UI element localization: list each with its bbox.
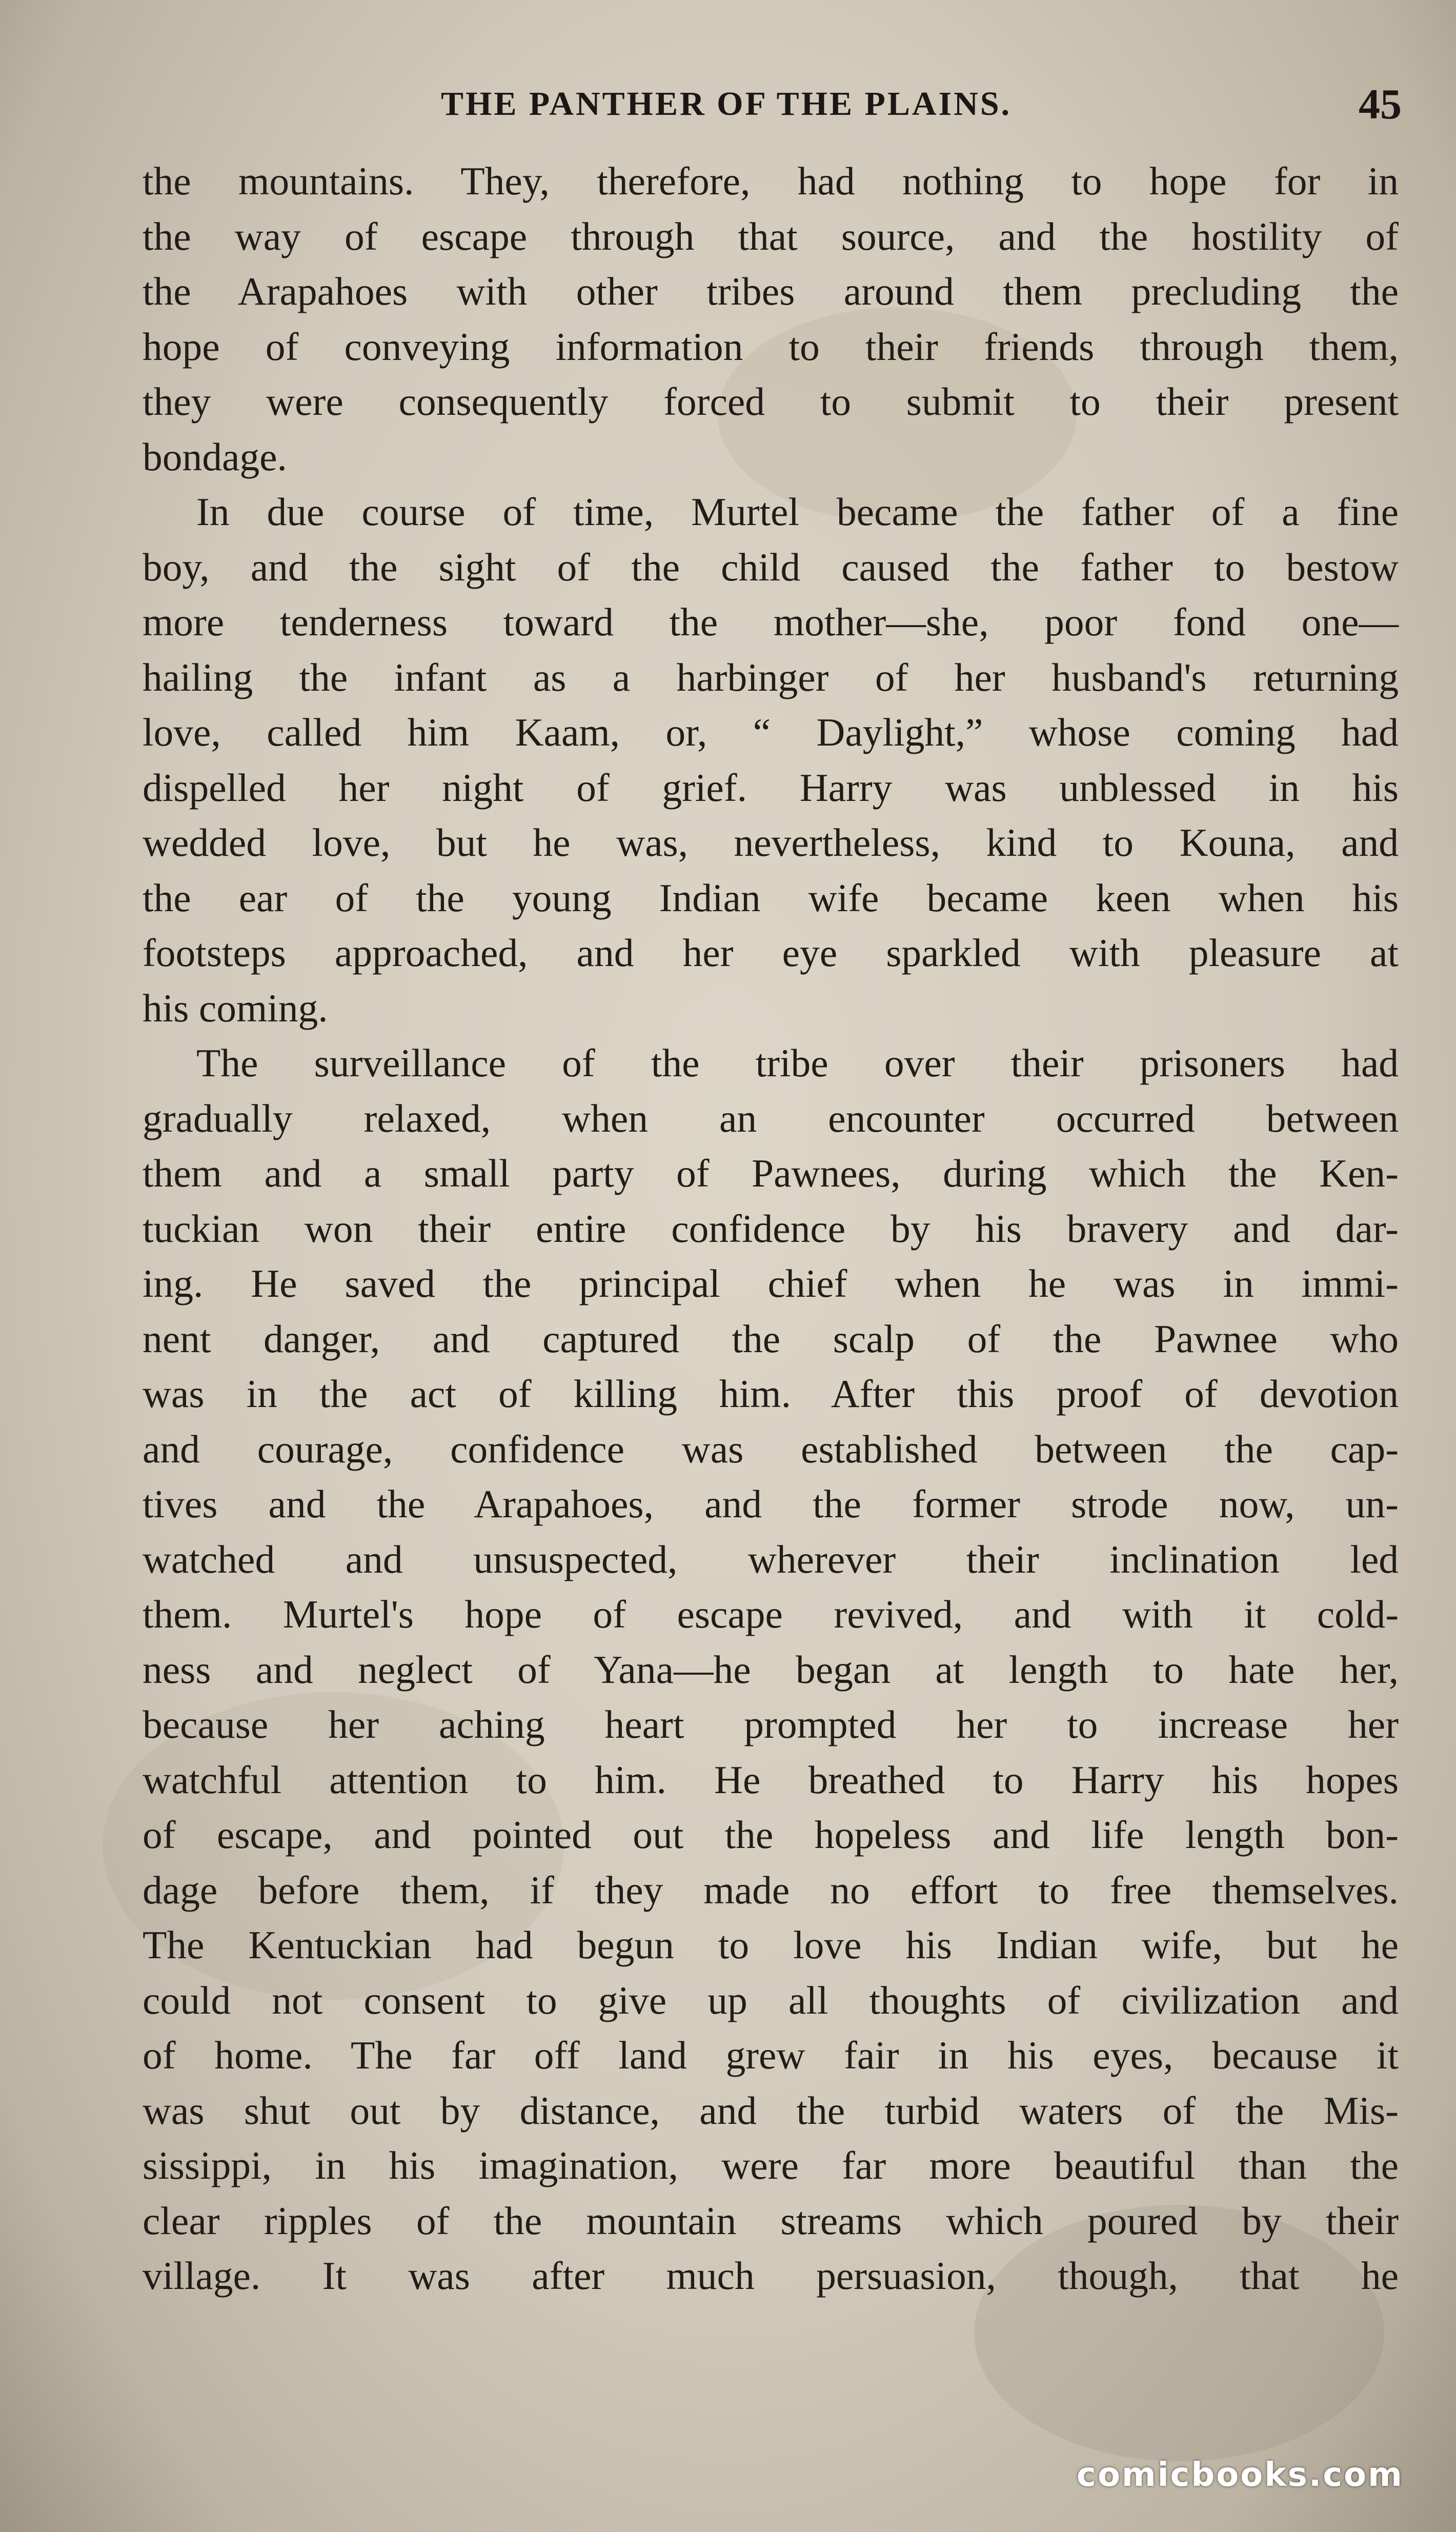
text-line: hailing the infant as a harbinger of her husband's returning <box>143 655 1399 699</box>
text-line: bondage. <box>143 434 287 479</box>
text-line: gradually relaxed, when an encounter occurred between <box>143 1096 1399 1140</box>
text-line: because her aching heart prompted her to increase her <box>143 1702 1399 1746</box>
text-line: love, called him Kaam, or, “ Daylight,” whose coming had <box>143 710 1399 754</box>
text-line: watched and unsuspected, wherever their inclination led <box>143 1537 1399 1581</box>
text-line: was shut out by distance, and the turbid waters of the Mis- <box>143 2088 1399 2133</box>
text-line: could not consent to give up all thoughts of civilization and <box>143 1978 1399 2022</box>
text-line: dage before them, if they made no effort to free themselves. <box>143 1867 1399 1912</box>
text-line: the Arapahoes with other tribes around them precluding the <box>143 269 1399 313</box>
text-line: clear ripples of the mountain streams which poured by their <box>143 2198 1399 2243</box>
text-line: ness and neglect of Yana—he began at length to hate her, <box>143 1647 1399 1692</box>
text-line: wedded love, but he was, nevertheless, kind to Kouna, and <box>143 820 1399 865</box>
text-line: was in the act of killing him. After this proof of devotion <box>143 1372 1399 1416</box>
text-line: dispelled her night of grief. Harry was unblessed in his <box>143 765 1399 810</box>
text-line: boy, and the sight of the child caused the father to bestow <box>143 545 1399 589</box>
text-line: more tenderness toward the mother—she, poor fond one— <box>143 600 1399 644</box>
text-line: footsteps approached, and her eye sparkled with pleasure at <box>143 931 1399 975</box>
text-line: tives and the Arapahoes, and the former strode now, un- <box>143 1482 1399 1526</box>
paragraph-first-line: The surveillance of the tribe over their prisoners had <box>196 1041 1399 1085</box>
text-line: his coming. <box>143 986 328 1030</box>
text-line: and courage, confidence was established between the cap- <box>143 1426 1399 1471</box>
text-line: ing. He saved the principal chief when he was in immi- <box>143 1261 1399 1305</box>
text-line: the ear of the young Indian wife became keen when his <box>143 875 1399 920</box>
text-line: the mountains. They, therefore, had nothing to hope for in <box>143 159 1399 203</box>
page-number: 45 <box>1359 81 1402 128</box>
text-line: The Kentuckian had begun to love his Indian wife, but he <box>143 1923 1399 1967</box>
text-line: of home. The far off land grew fair in his eyes, because it <box>143 2033 1399 2077</box>
text-line: sissippi, in his imagination, were far more beautiful than the <box>143 2143 1399 2187</box>
watermark: comicbooks.com <box>1077 2456 1404 2494</box>
text-line: of escape, and pointed out the hopeless and life length bon- <box>143 1813 1399 1857</box>
paragraph-first-line: In due course of time, Murtel became the father of a fine <box>196 490 1399 534</box>
text-line: hope of conveying information to their friends through them, <box>143 324 1399 369</box>
text-line: they were consequently forced to submit to their present <box>143 379 1399 424</box>
text-line: them and a small party of Pawnees, during which the Ken- <box>143 1151 1399 1195</box>
text-line: the way of escape through that source, and the hostility of <box>143 214 1399 258</box>
text-line: them. Murtel's hope of escape revived, and with it cold- <box>143 1592 1399 1636</box>
text-line: tuckian won their entire confidence by his bravery and dar- <box>143 1206 1399 1251</box>
text-line: village. It was after much persuasion, though, that he <box>143 2254 1399 2298</box>
running-head-title: THE PANTHER OF THE PLAINS. <box>441 85 1012 123</box>
body-text <box>143 154 1399 2304</box>
text-line: nent danger, and captured the scalp of the Pawnee who <box>143 1316 1399 1361</box>
text-line: watchful attention to him. He breathed to Harry his hopes <box>143 1757 1399 1802</box>
